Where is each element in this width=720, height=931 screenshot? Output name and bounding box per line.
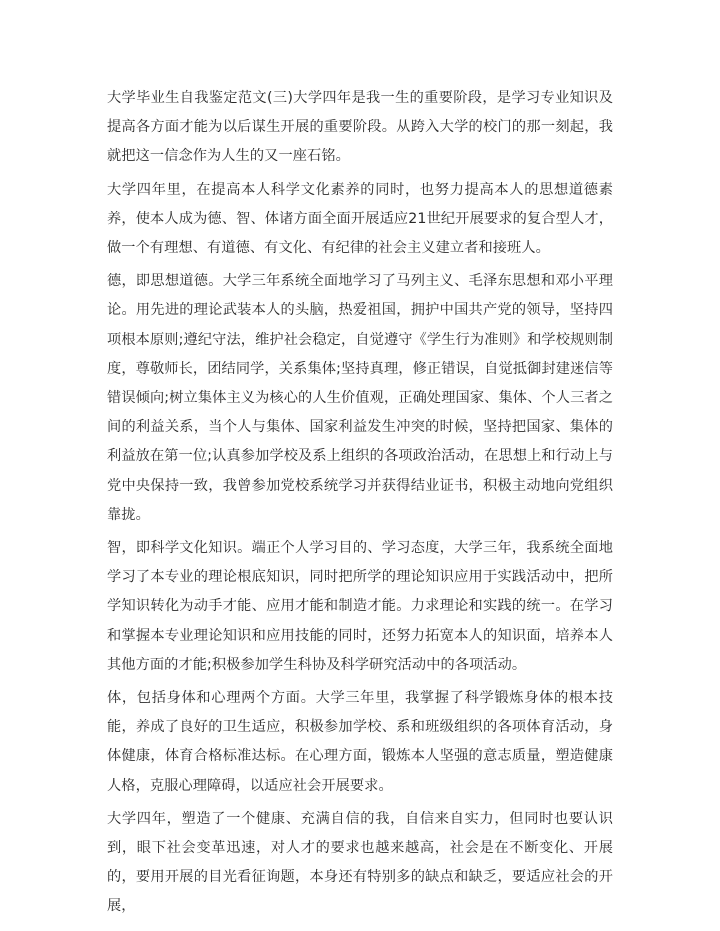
paragraph-knowledge: 智，即科学文化知识。端正个人学习目的、学习态度，大学三年，我系统全面地学习了本专业的理论根底知识，同时把所学的理论知识应用于实践活动中，把所学知识转化为动手才能、应用才能和制造才能。力求理论和实践的统一。在学习和掌握本专业理论知识和应用技能的同时，还努力拓宽本人的知识面，培养本人其他方面的才能;积极参加学生科协及科学研究活动中的各项活动。	[107, 540, 613, 673]
paragraph-conclusion: 大学四年，塑造了一个健康、充满自信的我，自信来自实力，但同时也要认识到，眼下社会变革迅速，对人才的要求也越来越高，社会是在不断变化、开展的，要用开展的目光看征询题，本身还有特别多的缺点和缺乏，要适应社会的开展，	[107, 810, 613, 915]
paragraph-goals: 大学四年里，在提高本人科学文化素养的同时，也努力提高本人的思想道德素养，使本人成为德、智、体诸方面全面开展适应21世纪开展要求的复合型人才，做一个有理想、有道德、有文化、有纪律的社会主义建立者和接班人。	[107, 181, 613, 257]
paragraph-morality: 德，即思想道德。大学三年系统全面地学习了马列主义、毛泽东思想和邓小平理论。用先进的理论武装本人的头脑，热爱祖国，拥护中国共产党的领导，坚持四项根本原则;遵纪守法，维护社会稳定，自觉遵守《学生行为准则》和学校规则制度，尊敬师长，团结同学，关系集体;坚持真理，修正错误，自觉抵御封建迷信等错误倾向;树立集体主义为核心的人生价值观，正确处理国家、集体、个人三者之间的利益关系，当个人与集体、国家利益发生冲突的时候，坚持把国家、集体的利益放在第一位;认真参加学校及系上组织的各项政治活动，在思想上和行动上与党中央保持一致，我曾参加党校系统学习并获得结业证书，积极主动地向党组织靠拢。	[107, 273, 613, 523]
paragraph-intro: 大学毕业生自我鉴定范文(三)大学四年是我一生的重要阶段，是学习专业知识及提高各方面才能为以后谋生开展的重要阶段。从跨入大学的校门的那一刻起，我就把这一信念作为人生的又一座石铭。	[107, 90, 613, 165]
document-body	[107, 84, 613, 926]
paragraph-physical: 体，包括身体和心理两个方面。大学三年里，我掌握了科学锻炼身体的根本技能，养成了良好的卫生适应，积极参加学校、系和班级组织的各项体育活动，身体健康，体育合格标准达标。在心理方面，锻炼本人坚强的意志质量，塑造健康人格，克服心理障碍，以适应社会开展要求。	[107, 690, 613, 794]
